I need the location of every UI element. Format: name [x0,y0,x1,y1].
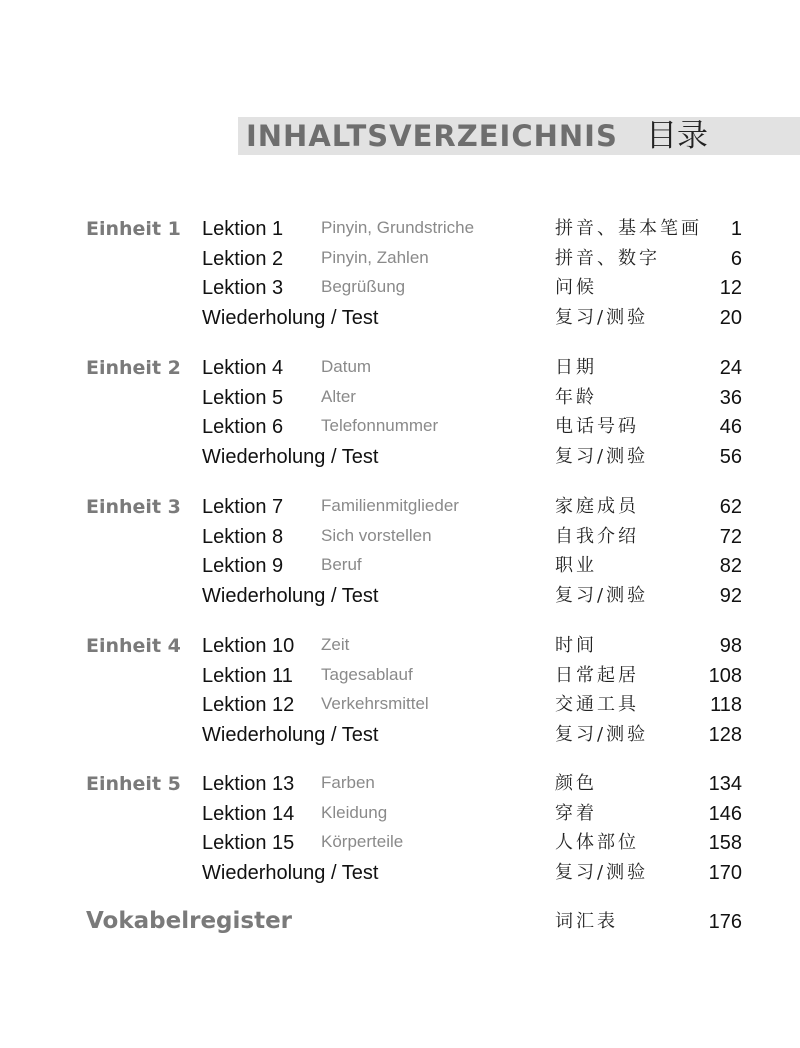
lesson-title: Wiederholung / Test [202,445,379,468]
lesson-topic: Sich vorstellen [321,525,432,545]
toc-row[interactable] [0,552,800,582]
lesson-chinese: 复习/测验 [555,584,649,606]
lesson-topic: Begrüßung [321,277,406,297]
toc-row[interactable] [0,770,800,800]
lesson-title: Lektion 13 [202,773,295,795]
toc-row[interactable] [0,443,800,473]
page-number: 20 [719,306,742,329]
lesson-title: Wiederholung / Test [202,584,379,607]
lesson-title: Lektion 14 [202,802,295,825]
lesson-chinese: 人体部位 [555,832,639,854]
toc-row[interactable] [0,859,800,889]
lesson-title: Lektion 10 [202,635,295,657]
toc-row[interactable] [0,304,800,334]
lesson-title: Lektion 2 [202,247,284,270]
page-number: 98 [719,635,742,657]
lesson-chinese: 拼音、基本笔画 [555,218,702,239]
page-number: 62 [719,496,742,518]
page-number: 170 [708,861,742,884]
lesson-title: Lektion 4 [202,357,284,379]
page-title-chinese: 目录 [646,118,708,154]
lesson-topic: Familienmitglieder [321,496,459,515]
lesson-title: Lektion 5 [202,386,284,409]
lesson-chinese: 复习/测验 [555,861,649,883]
page-number: 158 [708,832,742,855]
page-number: 46 [719,416,742,439]
lesson-chinese: 穿着 [555,802,597,824]
lesson-chinese: 年龄 [555,386,597,408]
toc-row[interactable] [0,215,800,245]
toc-row[interactable] [0,582,800,612]
toc-row[interactable] [0,829,800,859]
lesson-topic: Pinyin, Grundstriche [321,218,475,237]
page-number: 1 [730,218,742,240]
toc-row[interactable] [0,493,800,523]
lesson-topic: Tagesablauf [321,664,413,684]
lesson-topic: Kleidung [321,802,388,822]
toc-row[interactable] [0,691,800,721]
lesson-topic: Verkehrsmittel [321,694,429,714]
lesson-chinese: 时间 [555,635,597,656]
page-number: 128 [708,723,742,746]
lesson-chinese: 拼音、数字 [555,247,660,269]
lesson-topic: Zeit [321,635,350,654]
lesson-title: Lektion 9 [202,555,284,578]
lesson-title: Wiederholung / Test [202,306,379,329]
page-number: 92 [719,584,742,607]
toc-row[interactable] [0,274,800,304]
page-number: 12 [719,277,742,300]
lesson-chinese: 复习/测验 [555,306,649,328]
lesson-chinese: 职业 [555,555,597,577]
lesson-title: Lektion 7 [202,496,284,518]
lesson-title: Lektion 3 [202,277,284,300]
lesson-chinese: 自我介绍 [555,525,639,547]
toc-row[interactable] [0,523,800,553]
vocab-register-label[interactable]: Vokabelregister [86,908,293,934]
unit-label: Einheit 2 [86,357,181,379]
lesson-topic: Beruf [321,555,362,575]
lesson-title: Lektion 1 [202,218,284,240]
page-number: 36 [719,386,742,409]
lesson-chinese: 颜色 [555,773,597,794]
toc-row[interactable] [0,721,800,751]
unit-label: Einheit 1 [86,218,181,240]
page-number: 134 [708,773,742,795]
page-number: 118 [710,694,742,717]
lesson-title: Lektion 8 [202,525,284,548]
lesson-title: Lektion 11 [202,664,293,687]
lesson-topic: Telefonnummer [321,416,439,436]
lesson-chinese: 电话号码 [555,416,639,438]
lesson-topic: Pinyin, Zahlen [321,247,429,267]
unit-label: Einheit 3 [86,496,181,518]
lesson-title: Wiederholung / Test [202,861,379,884]
page-number: 146 [708,802,742,825]
lesson-chinese: 日期 [555,357,597,378]
lesson-title: Lektion 6 [202,416,284,439]
page-number: 72 [719,525,742,548]
lesson-topic: Farben [321,773,375,792]
toc-row[interactable] [0,384,800,414]
lesson-chinese: 家庭成员 [555,496,639,517]
lesson-title: Lektion 15 [202,832,295,855]
toc-row[interactable] [0,662,800,692]
toc-row[interactable] [0,354,800,384]
page-number: 6 [730,247,742,270]
unit-label: Einheit 4 [86,635,181,657]
page-number: 108 [708,664,742,687]
page-number: 24 [719,357,742,379]
lesson-chinese: 复习/测验 [555,445,649,467]
lesson-chinese: 复习/测验 [555,723,649,745]
lesson-topic: Körperteile [321,832,404,852]
lesson-topic: Alter [321,386,356,406]
lesson-chinese: 问候 [555,277,597,299]
toc-row[interactable] [0,413,800,443]
toc-row[interactable] [0,245,800,275]
lesson-chinese: 交通工具 [555,694,639,716]
lesson-title: Lektion 12 [202,694,295,717]
unit-label: Einheit 5 [86,773,181,795]
page-title: INHALTSVERZEICHNIS [246,119,618,153]
lesson-title: Wiederholung / Test [202,723,379,746]
vocab-register-chinese: 词汇表 [555,911,618,932]
page-number: 56 [719,445,742,468]
lesson-topic: Datum [321,357,372,376]
toc-row[interactable] [0,800,800,830]
lesson-chinese: 日常起居 [555,664,639,686]
toc-row[interactable] [0,632,800,662]
vocab-register-page: 176 [708,911,742,933]
page-number: 82 [719,555,742,578]
